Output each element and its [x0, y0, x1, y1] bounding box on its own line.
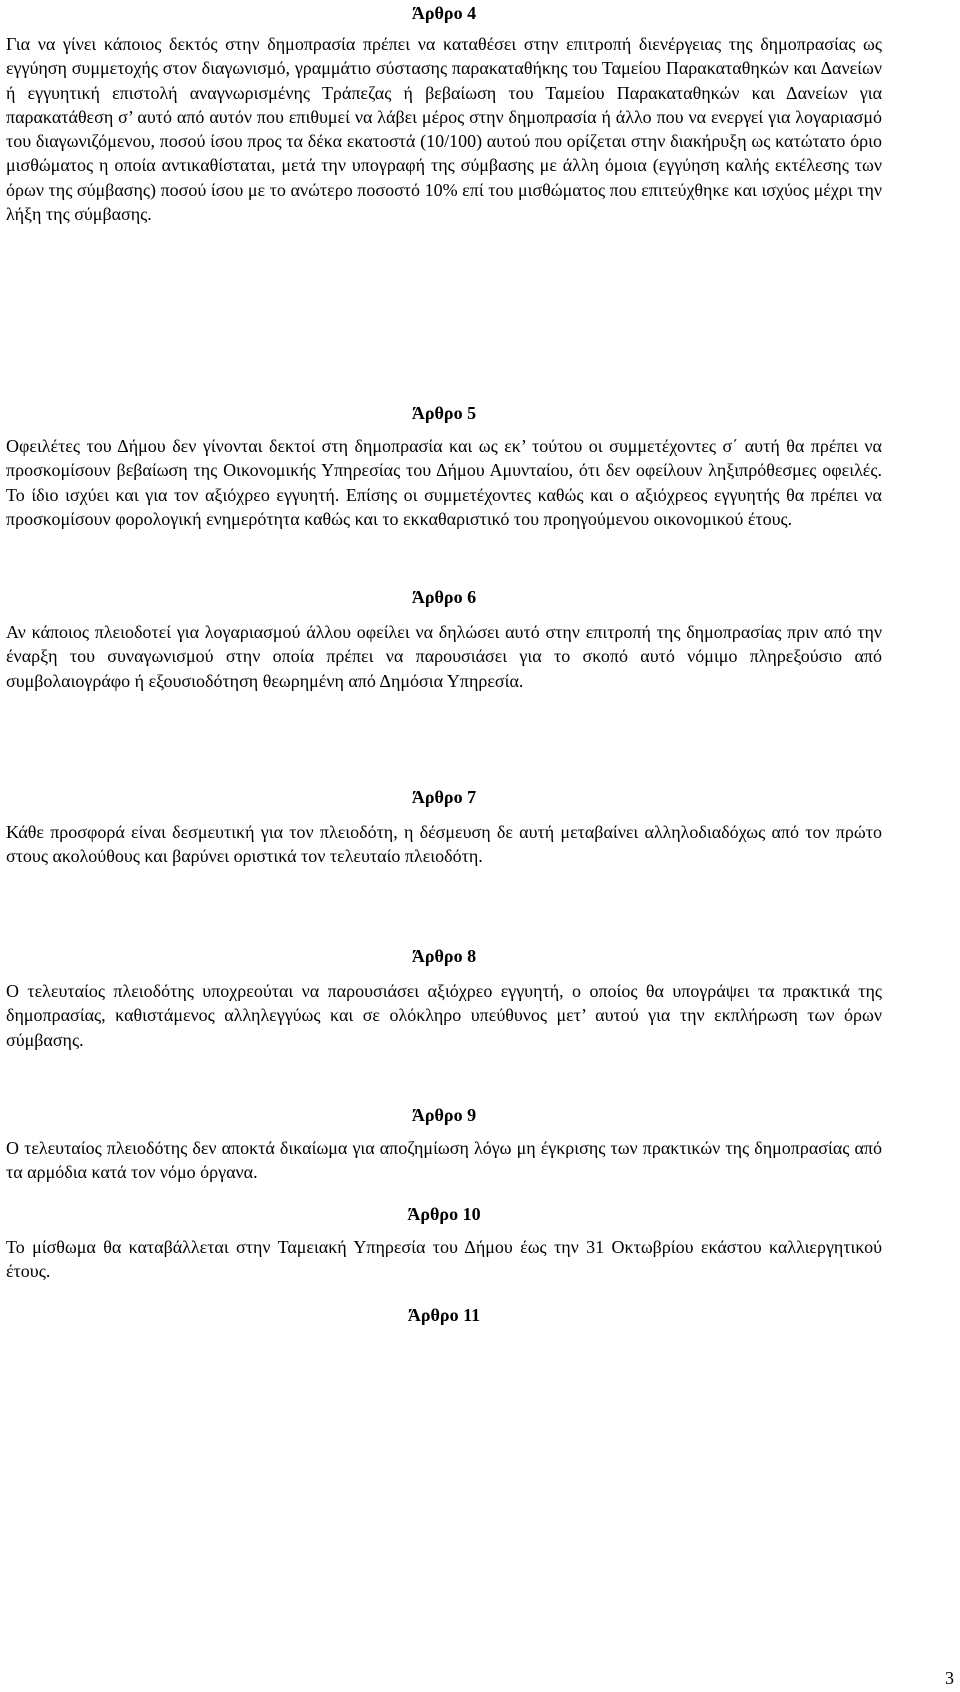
article-5 — [6, 400, 887, 531]
article-11 — [6, 1302, 882, 1328]
article-8 — [6, 943, 887, 1052]
article-heading: Άρθρο 11 — [407, 1305, 481, 1325]
article-heading: Άρθρο 9 — [411, 1105, 477, 1125]
article-heading: Άρθρο 5 — [411, 403, 477, 423]
article-text: Αν κάποιος πλειοδοτεί για λογαριασμού άλλου οφείλει να δηλώσει αυτό στην επιτροπή της δημοπρασίας πριν από την έναρξη του συναγωνισμού στην οποία πρέπει να παρουσιάσει για το σκοπό αυτό νόμιμο πληρεξούσιο από συμβολαιογράφο ή εξουσιοδότηση θεωρημένη από Δημόσια Υπηρεσία. — [6, 622, 887, 691]
article-heading: Άρθρο 8 — [411, 946, 477, 966]
article-text: Οφειλέτες του Δήμου δεν γίνονται δεκτοί στη δημοπρασία και ως εκ’ τούτου οι συμμετέχοντες σ΄ αυτή θα πρέπει να προσκομίσουν βεβαίωση της Οικονομικής Υπηρεσίας του Δήμου Αμυνταίου, ότι δεν οφείλουν ληξιπρόθεσμες οφειλές. Το ίδιο ισχύει και για τον αξιόχρεο εγγυητή. Επίσης οι συμμετέχοντες καθώς και ο αξιόχρεος εγγυητής θα πρέπει να προσκομίσουν φορολογική ενημερότητα καθώς και το εκκαθαριστικό του προηγούμενου οικονομικού έτους. — [6, 436, 887, 529]
article-text: Για να γίνει κάποιος δεκτός στην δημοπρασία πρέπει να καταθέσει στην επιτροπή διενέργειας της δημοπρασίας ως εγγύηση συμμετοχής στον διαγωνισμό, γραμμάτιο σύστασης παρακαταθήκης του Ταμείου Παρακαταθηκών και Δανείων ή εγγυητική επιστολή αναγνωρισμένης Τράπεζας ή βεβαίωση του Ταμείου Παρακαταθηκών και Δανείων για παρακατάθεση σ’ αυτό από αυτόν που επιθυμεί να λάβει μέρος στην δημοπρασία ή άλλο που να ενεργεί για λογαριασμό του διαγωνιζόμενου, ποσού ίσου προς τα δέκα εκατοστά (10/100) αυτού που ορίζεται στην διακήρυξη ως κατώτατο όριο μισθώματος η οποία αντικαθίσταται, μετά την υπογραφή της σύμβασης με άλλη όμοια (εγγύηση καλής εκτέλεσης των όρων της σύμβασης) ποσού ίσου με το ανώτερο ποσοστό 10% επί του μισθώματος που επιτεύχθηκε και ισχύος μέχρι την λήξη της σύμβασης. — [6, 34, 887, 225]
article-heading: Άρθρο 7 — [411, 787, 477, 807]
article-10 — [6, 1201, 887, 1284]
article-text: Το μίσθωμα θα καταβάλλεται στην Ταμειακή Υπηρεσία του Δήμου έως την 31 Οκτωβρίου εκάστου καλλιεργητικού έτους. — [6, 1237, 887, 1282]
article-7 — [6, 784, 887, 869]
article-text: Ο τελευταίος πλειοδότης δεν αποκτά δικαίωμα για αποζημίωση λόγω μη έγκρισης των πρακτικών της δημοπρασίας από τα αρμόδια κατά τον νόμο όργανα. — [6, 1138, 887, 1183]
article-text: Κάθε προσφορά είναι δεσμευτική για τον πλειοδότη, η δέσμευση δε αυτή μεταβαίνει αλληλοδιαδόχως από τον πρώτο στους ακολούθους και βαρύνει οριστικά τον τελευταίο πλειοδότη. — [6, 822, 887, 867]
article-heading: Άρθρο 4 — [411, 3, 477, 23]
article-heading: Άρθρο 6 — [411, 587, 477, 607]
article-text: Ο τελευταίος πλειοδότης υποχρεούται να παρουσιάσει αξιόχρεο εγγυητή, ο οποίος θα υπογράψει τα πρακτικά της δημοπρασίας, καθιστάμενος αλληλεγγύως και σε ολόκληρο υπεύθυνος μετ’ αυτού για την εκπλήρωση των όρων σύμβασης. — [6, 981, 887, 1050]
article-9 — [6, 1102, 887, 1185]
page-number: 3 — [945, 1668, 954, 1688]
article-4 — [6, 0, 887, 226]
article-heading: Άρθρο 10 — [407, 1204, 481, 1224]
article-6 — [6, 584, 887, 693]
